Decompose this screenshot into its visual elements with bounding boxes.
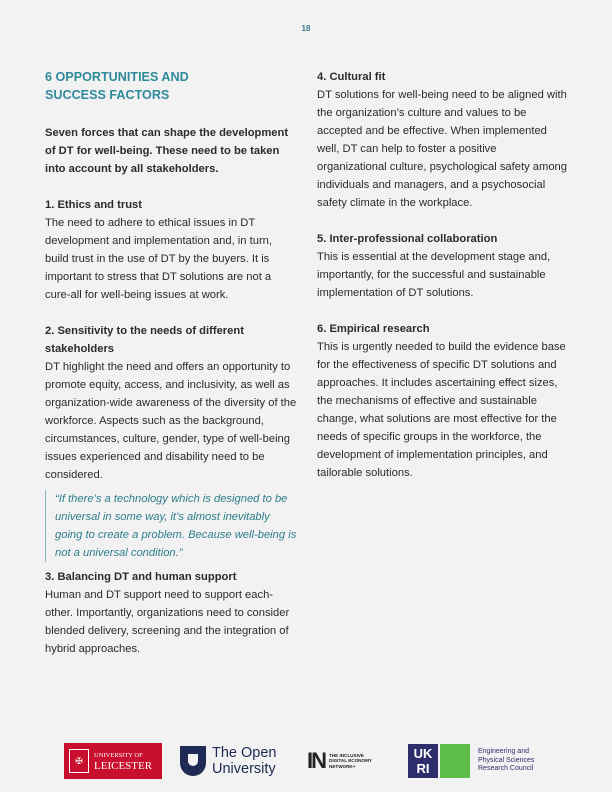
- section-body: DT solutions for well-being need to be aligned with the organization’s culture and values to be accepted and be effective. When implemented well, DT can help to foster a positive organizational culture, psychological safety among individuals and managers, and a psychosocial safety climate in the workplace.: [317, 89, 567, 209]
- section-title: 4. Cultural fit: [317, 71, 386, 83]
- leicester-logo-line-1: UNIVERSITY OF: [94, 752, 143, 759]
- intro-paragraph: Seven forces that can shape the development of DT for well-being. These need to be taken into account by all stakeholders.: [45, 127, 289, 175]
- heading-line-2: SUCCESS FACTORS: [45, 88, 170, 102]
- ukri-logo-line-1: Engineering and: [478, 748, 529, 756]
- inclusive-digital-economy-network-logo: [307, 742, 397, 780]
- section-cultural-fit: [317, 68, 569, 212]
- open-university-logo: [180, 742, 290, 780]
- section-empirical-research: [317, 320, 569, 482]
- ukri-letters: UK RI: [408, 744, 438, 778]
- page-number: 18: [301, 24, 311, 33]
- leicester-crest-icon: ✠: [69, 749, 89, 773]
- open-logo-line-2: University: [212, 761, 276, 777]
- ukri-logo-line-3: Research Council: [478, 765, 534, 773]
- section-body: Human and DT support need to support each-other. Importantly, organizations need to consider blended delivery, screening and the integration of hybrid approaches.: [45, 589, 290, 655]
- section-body: DT highlight the need and offers an opportunity to promote equity, access, and inclusivity, as well as organization-wide awareness of the diversity of the workforce. Aspects such as the background, circumstances, culture, gender, type of well-being issues experienced and disability need to be considered.: [45, 361, 297, 481]
- section-sensitivity: [45, 322, 297, 484]
- open-logo-line-1: The Open: [212, 745, 277, 761]
- university-of-leicester-logo: [64, 743, 162, 779]
- leicester-logo-line-2: LEICESTER: [94, 760, 153, 772]
- right-column: [317, 68, 569, 500]
- section-ethics-trust: [45, 196, 297, 304]
- section-inter-professional: [317, 230, 569, 302]
- open-university-shield-icon: [180, 746, 206, 776]
- inclusive-logo-line-1: THE INCLUSIVE: [329, 752, 364, 758]
- inclusive-mark-icon: IN: [307, 748, 325, 773]
- section-title: 5. Inter-professional collaboration: [317, 233, 498, 245]
- section-title: 6. Empirical research: [317, 323, 430, 335]
- section-title: 3. Balancing DT and human support: [45, 571, 237, 583]
- section-title: 2. Sensitivity to the needs of different stakeholders: [45, 325, 244, 355]
- partner-logos: [0, 742, 612, 782]
- ukri-epsrc-logo: [408, 742, 558, 780]
- section-heading: [45, 68, 297, 104]
- pull-quote: “If there’s a technology which is designed to be universal in some way, it’s almost inevitably going to create a problem. Because well-being is not a universal condition.”: [45, 490, 297, 562]
- section-body: This is urgently needed to build the evidence base for the effectiveness of specific DT solutions and approaches. It includes ascertaining effect sizes, the mechanisms of effective and sustainable change, what solutions are most effective for the needs of specific groups in the workforce, the development of implementation principles, and tailorable solutions.: [317, 341, 566, 479]
- left-column: [45, 68, 297, 676]
- ukri-mark-icon: [408, 744, 470, 778]
- ukri-logo-line-2: Physical Sciences: [478, 756, 535, 764]
- section-body: This is essential at the development stage and, importantly, for the successful and sustainable implementation of DT solutions.: [317, 251, 551, 299]
- section-balancing-support: [45, 568, 297, 658]
- section-body: The need to adhere to ethical issues in DT development and implementation and, in turn, build trust in the use of DT by the buyers. It is important to stress that DT solutions are not a cure-all for well-being issues at work.: [45, 217, 273, 301]
- inclusive-logo-line-3: NETWORK+: [329, 763, 356, 769]
- section-title: 1. Ethics and trust: [45, 199, 142, 211]
- inclusive-logo-line-2: DIGITAL ECONOMY: [329, 758, 372, 764]
- ukri-green-block: [440, 744, 470, 778]
- heading-line-1: 6 OPPORTUNITIES AND: [45, 70, 189, 84]
